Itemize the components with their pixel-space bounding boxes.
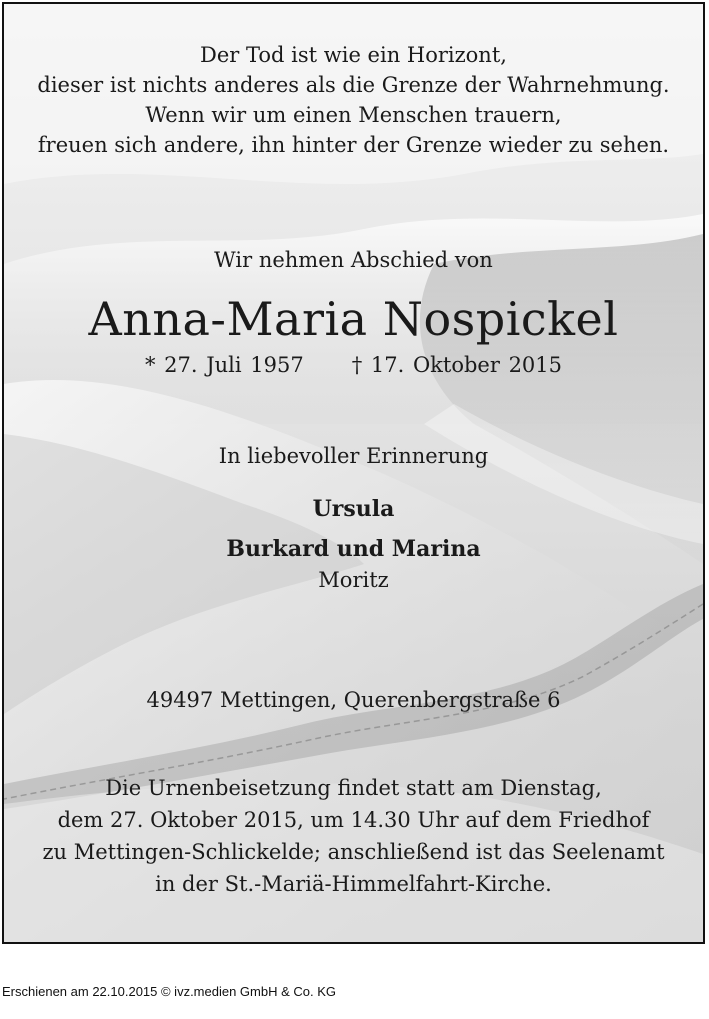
quote-line: Wenn wir um einen Menschen trauern, bbox=[145, 103, 562, 127]
birth-date: * 27. Juli 1957 bbox=[144, 353, 304, 377]
obituary-notice bbox=[2, 2, 705, 944]
death-date: † 17. Oktober 2015 bbox=[351, 353, 563, 377]
quote-line: freuen sich andere, ihn hinter der Grenze wieder zu sehen. bbox=[37, 133, 670, 157]
quote-line: dieser ist nichts anderes als die Grenze der Wahrnehmung. bbox=[37, 73, 670, 97]
mourner-name-tertiary: Moritz bbox=[318, 568, 389, 592]
publication-footer: Erschienen am 22.10.2015 © ivz.medien GmbH & Co. KG bbox=[2, 984, 337, 999]
mourner-name-primary: Ursula bbox=[312, 496, 395, 522]
funeral-line: zu Mettingen-Schlickelde; anschließend ist das Seelenamt bbox=[42, 840, 665, 864]
quote-poem bbox=[4, 40, 703, 160]
family-address: 49497 Mettingen, Querenbergstraße 6 bbox=[146, 688, 561, 712]
deceased-name: Anna-Maria Nospickel bbox=[88, 292, 619, 346]
funeral-line: dem 27. Oktober 2015, um 14.30 Uhr auf dem Friedhof bbox=[57, 808, 650, 832]
funeral-line: in der St.-Mariä-Himmelfahrt-Kirche. bbox=[155, 872, 552, 896]
farewell-intro: Wir nehmen Abschied von bbox=[214, 248, 493, 272]
mourner-names-secondary: Burkard und Marina bbox=[226, 536, 481, 562]
memory-text: In liebevoller Erinnerung bbox=[218, 444, 489, 468]
life-dates bbox=[4, 353, 703, 377]
funeral-details bbox=[4, 772, 703, 900]
notice-content bbox=[4, 4, 703, 942]
funeral-line: Die Urnenbeisetzung findet statt am Dienstag, bbox=[105, 776, 602, 800]
quote-line: Der Tod ist wie ein Horizont, bbox=[200, 43, 507, 67]
